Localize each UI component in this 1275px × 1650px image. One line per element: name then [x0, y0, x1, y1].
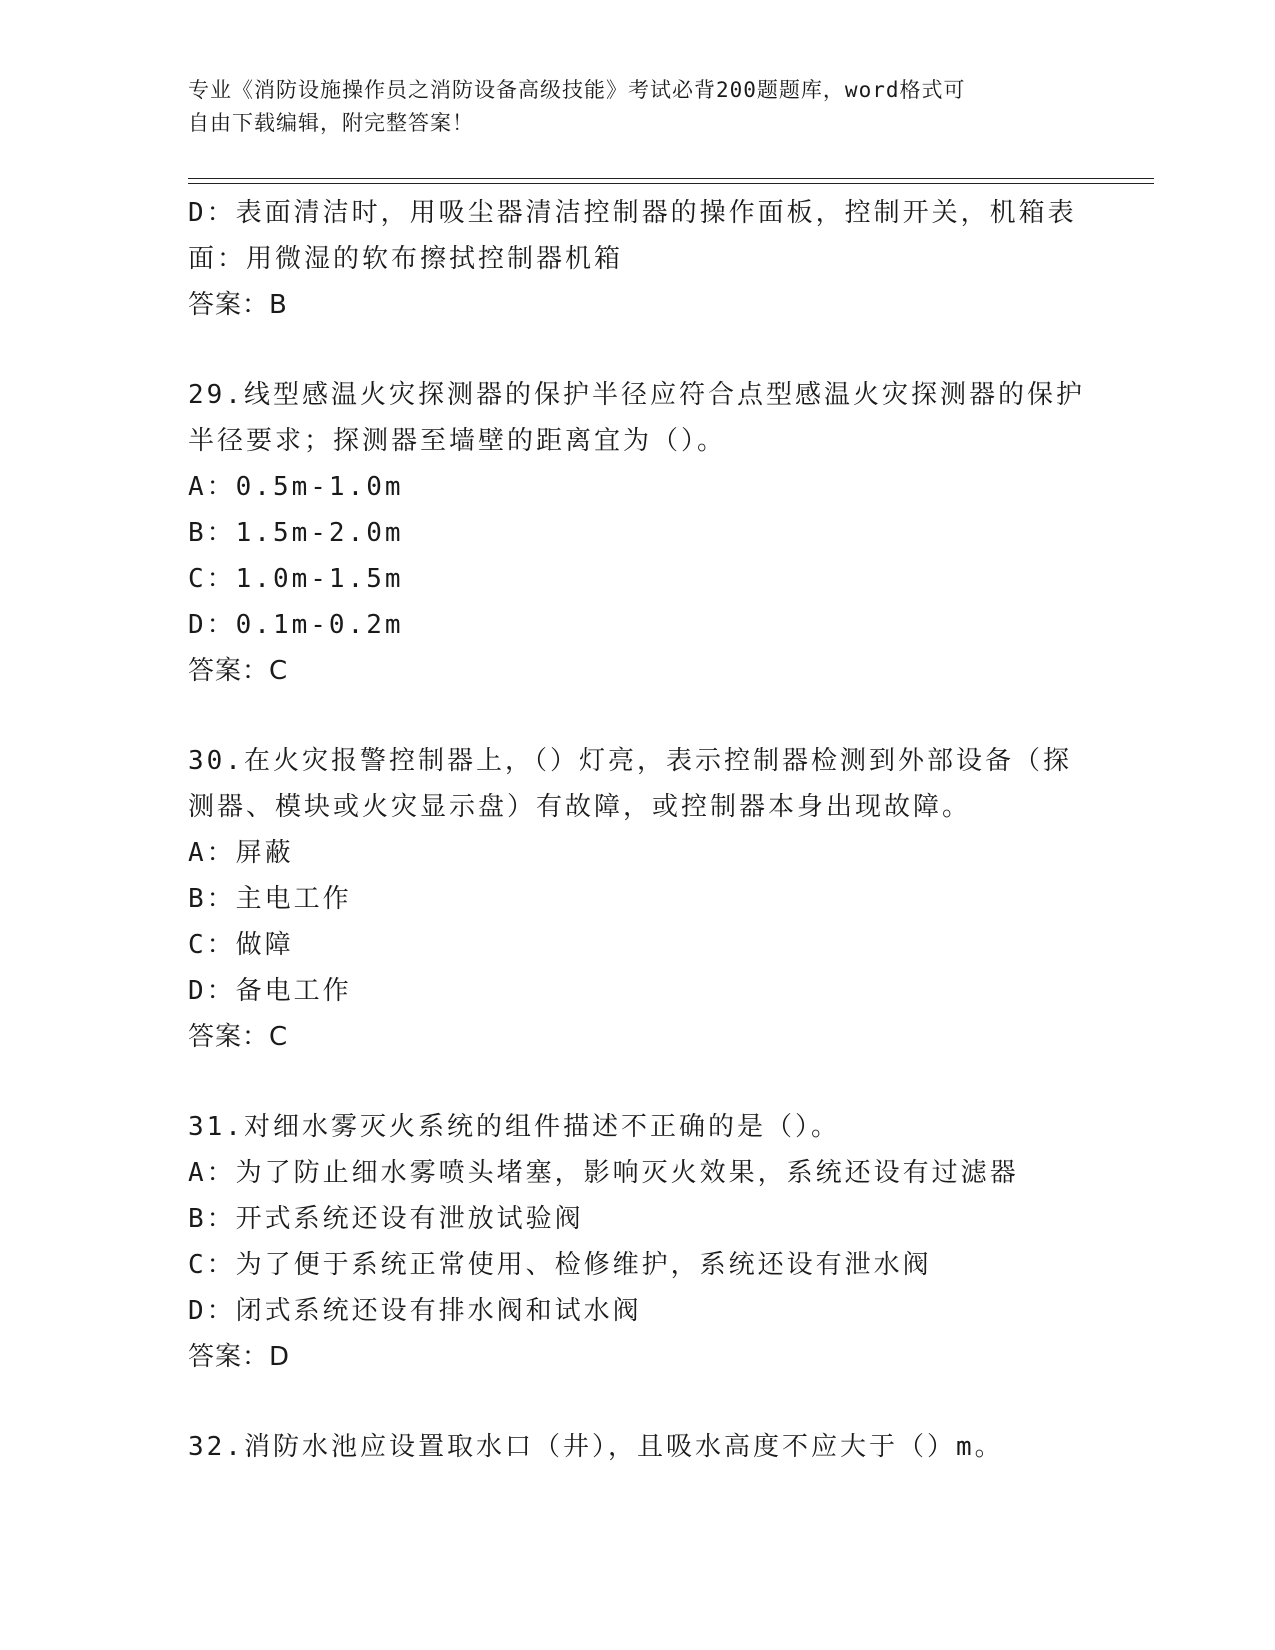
header-line-1: 专业《消防设施操作员之消防设备高级技能》考试必背200题题库，word格式可 [188, 78, 966, 102]
option-d: D：闭式系统还设有排水阀和试水阀 [188, 1296, 642, 1326]
answer-label: 答案：C [188, 1022, 289, 1052]
question-32 [188, 1424, 1088, 1470]
header-divider-bottom [188, 183, 1154, 184]
option-c: C：做障 [188, 930, 294, 960]
question-28-tail [188, 190, 1088, 328]
option-a: A：0.5m-1.0m [188, 472, 404, 502]
option-c: C：1.0m-1.5m [188, 564, 404, 594]
option-b: B：主电工作 [188, 884, 352, 914]
question-stem-continued: 半径要求；探测器至墙壁的距离宜为（）。 [188, 426, 727, 456]
option-d: D：备电工作 [188, 976, 352, 1006]
question-stem: 32.消防水池应设置取水口（井），且吸水高度不应大于（）m。 [188, 1432, 1004, 1462]
option-a: A：为了防止细水雾喷头堵塞，影响灭火效果，系统还设有过滤器 [188, 1158, 1019, 1188]
question-stem: 30.在火灾报警控制器上，（）灯亮，表示控制器检测到外部设备（探 [188, 746, 1072, 776]
option-c: C：为了便于系统正常使用、检修维护，系统还设有泄水阀 [188, 1250, 932, 1280]
answer-label: 答案：B [188, 290, 288, 320]
answer-label: 答案：C [188, 656, 289, 686]
answer-label: 答案：D [188, 1342, 291, 1372]
option-d: D：表面清洁时，用吸尘器清洁控制器的操作面板，控制开关，机箱表 [188, 198, 1077, 228]
option-b: B：开式系统还设有泄放试验阀 [188, 1204, 584, 1234]
option-d-continued: 面：用微湿的软布擦拭控制器机箱 [188, 244, 624, 274]
option-b: B：1.5m-2.0m [188, 518, 404, 548]
header-line-2: 自由下载编辑，附完整答案！ [188, 111, 474, 135]
question-stem: 31.对细水雾灭火系统的组件描述不正确的是（）。 [188, 1112, 840, 1142]
question-31 [188, 1104, 1088, 1380]
question-stem-continued: 测器、模块或火灾显示盘）有故障，或控制器本身出现故障。 [188, 792, 972, 822]
document-header [188, 74, 1088, 140]
question-stem: 29.线型感温火灾探测器的保护半径应符合点型感温火灾探测器的保护 [188, 380, 1085, 410]
question-30 [188, 738, 1088, 1060]
question-29 [188, 372, 1088, 694]
question-list [188, 190, 1088, 1470]
header-divider-top [188, 178, 1154, 179]
option-a: A：屏蔽 [188, 838, 294, 868]
option-d: D：0.1m-0.2m [188, 610, 404, 640]
